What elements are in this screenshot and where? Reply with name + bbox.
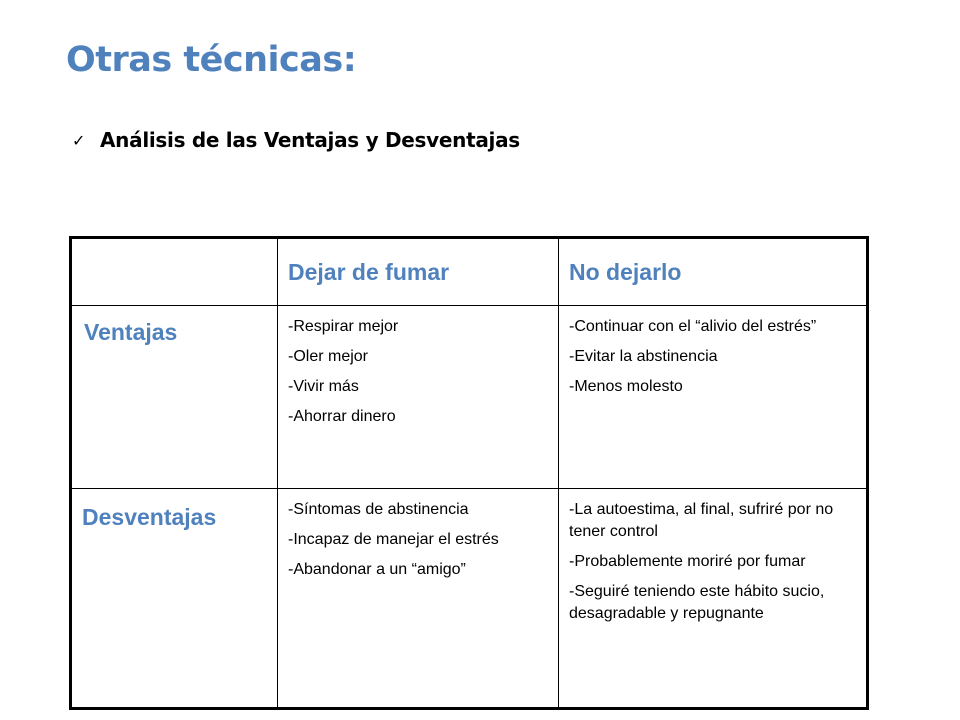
list-item: -Incapaz de manejar el estrés [288, 531, 499, 548]
list-item: -Respirar mejor [288, 318, 399, 335]
slide-title: Otras técnicas: [66, 40, 357, 80]
list-item: -La autoestima, al final, sufriré por no tener control [569, 501, 834, 540]
list-item: -Ahorrar dinero [288, 408, 396, 425]
bullet-text: Análisis de las Ventajas y Desventajas [100, 128, 520, 152]
cell-desventajas-no-dejar [559, 489, 868, 709]
header-empty-cell [71, 238, 278, 306]
list-item: -Evitar la abstinencia [569, 348, 718, 365]
list-item: -Seguiré teniendo este hábito sucio, desagradable y repugnante [569, 583, 825, 622]
header-dejar-de-fumar: Dejar de fumar [278, 238, 559, 306]
table-header-row [71, 238, 868, 306]
cell-ventajas-no-dejar [559, 306, 868, 489]
list-item: -Menos molesto [569, 378, 683, 395]
list-item: -Vivir más [288, 378, 359, 395]
cell-ventajas-dejar [278, 306, 559, 489]
cell-desventajas-dejar [278, 489, 559, 709]
table-row [71, 489, 868, 709]
list-item: -Oler mejor [288, 348, 369, 365]
comparison-table [69, 236, 869, 710]
checkmark-icon: ✓ [72, 130, 86, 150]
list-item: -Continuar con el “alivio del estrés” [569, 318, 817, 335]
list-item: -Abandonar a un “amigo” [288, 561, 466, 578]
row-label-ventajas: Ventajas [71, 306, 278, 489]
header-no-dejarlo: No dejarlo [559, 238, 868, 306]
list-item: -Probablemente moriré por fumar [569, 553, 806, 570]
row-label-desventajas: Desventajas [71, 489, 278, 709]
table-row [71, 306, 868, 489]
bullet-item [72, 128, 520, 152]
list-item: -Síntomas de abstinencia [288, 501, 469, 518]
